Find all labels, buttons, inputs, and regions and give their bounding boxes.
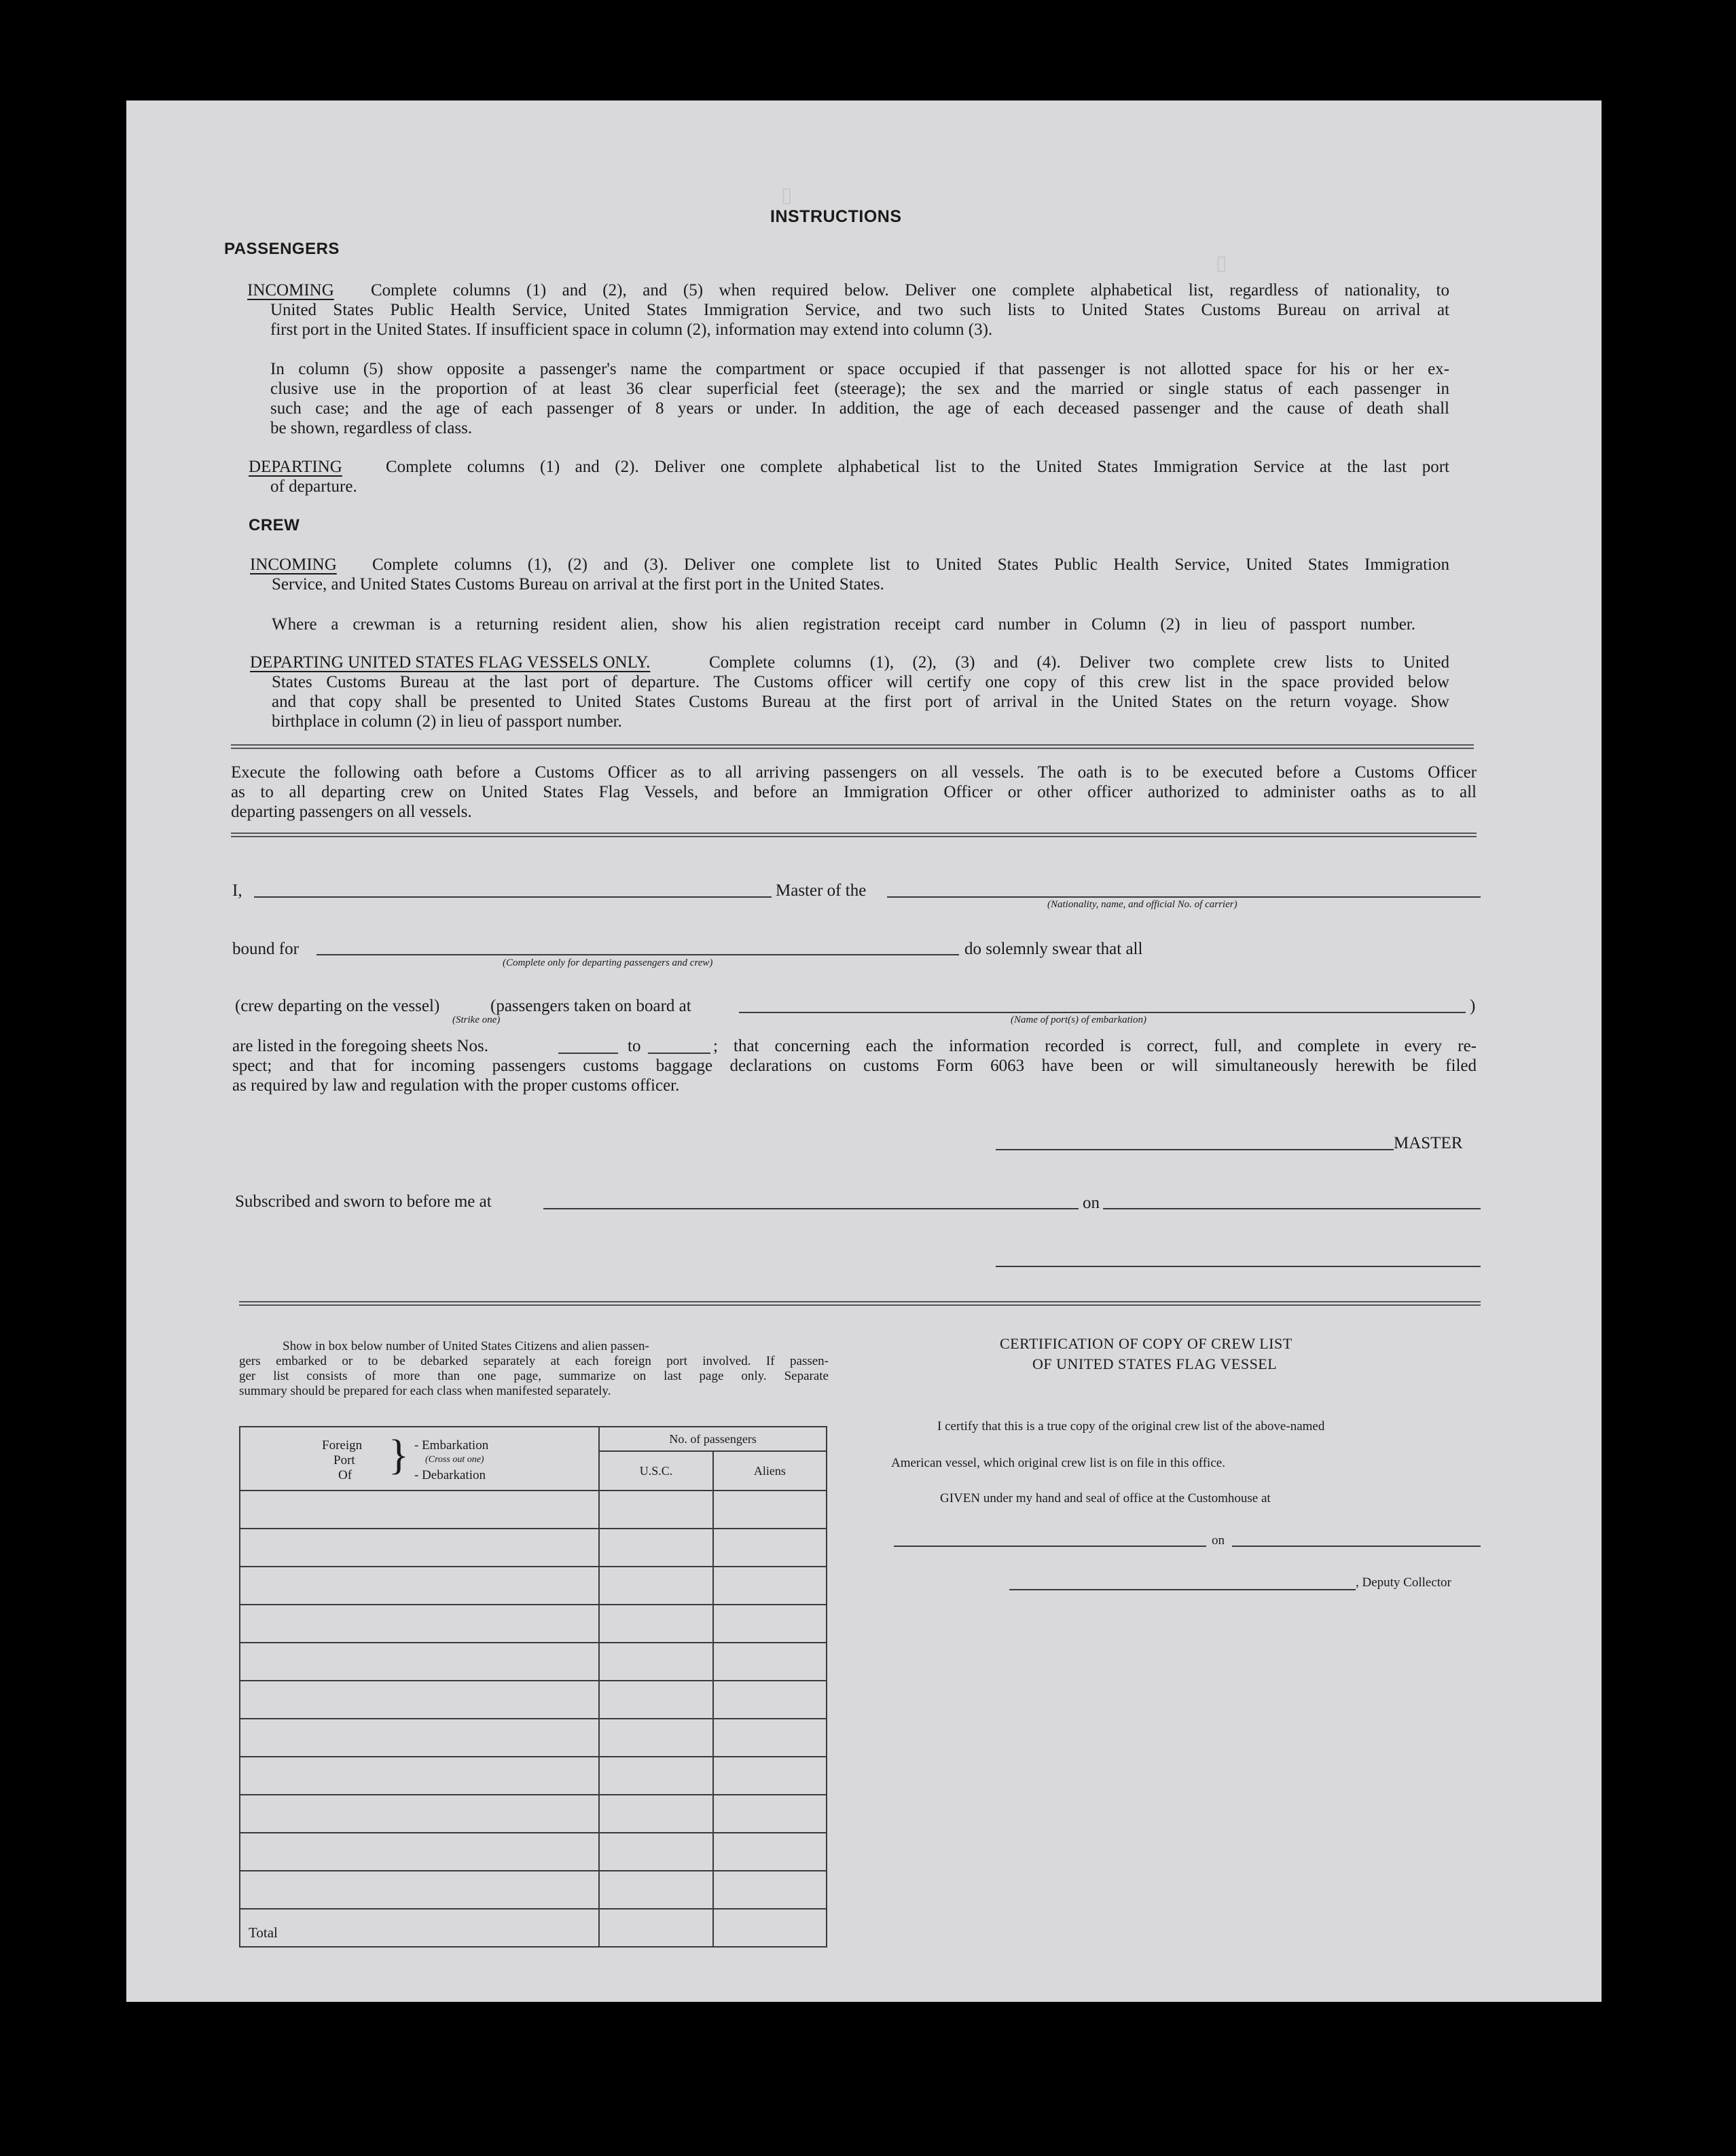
of-label: Of	[338, 1468, 352, 1482]
port-cell[interactable]	[240, 1833, 599, 1871]
departing-flag-line-1: Complete columns (1), (2), (3) and (4). Deliver two complete crew lists to United	[709, 653, 1449, 672]
certify-line-1: I certify that this is a true copy of the original crew list of the above-named	[937, 1419, 1325, 1433]
sworn-place-field[interactable]	[543, 1208, 1079, 1209]
aliens-cell[interactable]	[713, 1643, 827, 1681]
total-label: Total	[240, 1909, 599, 1947]
given-line: GIVEN under my hand and seal of office at the Customhouse at	[940, 1491, 1271, 1505]
passengers-heading: PASSENGERS	[224, 240, 340, 258]
bleed-through-mark: ▯	[1216, 252, 1227, 274]
crew-heading: CREW	[249, 516, 300, 534]
bound-for-caption: (Complete only for departing passengers and crew)	[503, 957, 713, 968]
table-row	[240, 1681, 827, 1719]
usc-cell[interactable]	[599, 1681, 712, 1719]
table-row	[240, 1757, 827, 1795]
aliens-cell[interactable]	[713, 1795, 827, 1833]
usc-cell[interactable]	[599, 1833, 712, 1871]
section-divider	[231, 833, 1477, 837]
port-label: Port	[333, 1453, 355, 1467]
strike-caption: (Strike one)	[452, 1015, 501, 1025]
total-row	[240, 1909, 827, 1947]
column5-line-3: such case; and the age of each passenger of 8 years or under. In addition, the age of each deceased passenger and the cause of death shall	[270, 399, 1449, 418]
carrier-caption: (Nationality, name, and official No. of carrier)	[1047, 899, 1237, 910]
ports-summary-table	[239, 1426, 827, 1948]
embarkation-label: - Embarkation	[414, 1438, 489, 1452]
port-cell[interactable]	[240, 1567, 599, 1605]
port-cell[interactable]	[240, 1681, 599, 1719]
table-row	[240, 1529, 827, 1567]
certification-title-line-1: CERTIFICATION OF COPY OF CREW LIST	[1000, 1335, 1292, 1352]
certification-on-label: on	[1212, 1533, 1225, 1548]
listed-line-2: spect; and that for incoming passengers customs baggage declarations on customs Form 6063 have been or will simultaneously herewith be filed	[232, 1057, 1477, 1075]
table-row	[240, 1643, 827, 1681]
table-row	[240, 1795, 827, 1833]
aliens-cell[interactable]	[713, 1529, 827, 1567]
crew-incoming-line-2: Service, and United States Customs Bureau on arrival at the first port in the United States.	[272, 575, 884, 593]
usc-cell[interactable]	[599, 1871, 712, 1909]
port-cell[interactable]	[240, 1491, 599, 1529]
table-row	[240, 1605, 827, 1643]
table-row	[240, 1719, 827, 1757]
aliens-total-cell[interactable]	[713, 1909, 827, 1947]
departing-flag-line-2: States Customs Bureau at the last port of departure. The Customs officer will certify one copy of this crew list in the space provided below	[272, 673, 1449, 691]
listed-line-1-rest: ; that concerning each the information recorded is correct, full, and complete in every re-	[713, 1037, 1477, 1055]
usc-cell[interactable]	[599, 1795, 712, 1833]
port-cell[interactable]	[240, 1871, 599, 1909]
aliens-cell[interactable]	[713, 1681, 827, 1719]
deputy-collector-label: , Deputy Collector	[1356, 1575, 1451, 1590]
ports-caption: (Name of port(s) of embarkation)	[1011, 1015, 1146, 1025]
departing-flag-label: DEPARTING UNITED STATES FLAG VESSELS ONLY.	[250, 653, 651, 672]
certification-date-field[interactable]	[1232, 1546, 1481, 1547]
oath-intro-line-2: as to all departing crew on United States Flag Vessels, and before an Immigration Officer or other officer authorized to administer oaths as to all	[231, 783, 1477, 801]
bleed-through-mark: ▯	[781, 184, 793, 206]
departing-flag-line-3: and that copy shall be presented to United States Customs Bureau at the first port of arrival in the United States on the return voyage. Show	[272, 693, 1449, 711]
master-label: MASTER	[1394, 1134, 1463, 1152]
sheet-from-field[interactable]	[558, 1053, 618, 1054]
deputy-collector-field[interactable]	[1009, 1589, 1356, 1590]
column5-line-4: be shown, regardless of class.	[270, 419, 473, 437]
port-cell[interactable]	[240, 1643, 599, 1681]
usc-header: U.S.C.	[599, 1451, 712, 1491]
passengers-taken-option: (passengers taken on board at	[490, 997, 691, 1015]
subscribed-label: Subscribed and sworn to before me at	[235, 1192, 492, 1211]
incoming-line-3: first port in the United States. If insufficient space in column (2), information may extend into column (3).	[270, 321, 993, 339]
departing-label: DEPARTING	[249, 458, 342, 476]
section-divider	[239, 1301, 1481, 1306]
aliens-cell[interactable]	[713, 1833, 827, 1871]
incoming-line-1: Complete columns (1) and (2), and (5) when required below. Deliver one complete alphabetical list, regardless of nationality, to	[371, 281, 1449, 299]
table-row	[240, 1491, 827, 1529]
usc-cell[interactable]	[599, 1605, 712, 1643]
usc-cell[interactable]	[599, 1529, 712, 1567]
cross-out-caption: (Cross out one)	[425, 1455, 484, 1465]
column5-line-2: clusive use in the proportion of at least 36 clear superficial feet (steerage); the sex and the married or single status of each passenger in	[270, 380, 1449, 398]
summary-note-line-4: summary should be prepared for each class when manifested separately.	[239, 1384, 611, 1398]
crew-incoming-line-1: Complete columns (1), (2) and (3). Deliver one complete list to United States Public Health Service, United States Immigration	[372, 555, 1449, 574]
oath-intro-line-1: Execute the following oath before a Customs Officer as to all arriving passengers on all vessels. The oath is to be executed before a Customs Officer	[231, 763, 1477, 782]
embarkation-ports-field[interactable]	[739, 1012, 1466, 1013]
listed-label: are listed in the foregoing sheets Nos.	[232, 1037, 488, 1055]
customhouse-field[interactable]	[894, 1546, 1206, 1547]
usc-cell[interactable]	[599, 1643, 712, 1681]
oath-intro-line-3: departing passengers on all vessels.	[231, 803, 472, 821]
usc-cell[interactable]	[599, 1491, 712, 1529]
sworn-date-field[interactable]	[1103, 1208, 1481, 1209]
certify-line-2: American vessel, which original crew list is on file in this office.	[891, 1456, 1225, 1470]
to-label: to	[628, 1037, 641, 1055]
close-paren: )	[1470, 997, 1476, 1015]
no-of-passengers-header: No. of passengers	[599, 1427, 827, 1451]
summary-note-line-2: gers embarked or to be debarked separately at each foreign port involved. If passen-	[239, 1354, 829, 1368]
swear-label: do solemnly swear that all	[964, 940, 1143, 958]
sworn-on-label: on	[1083, 1194, 1100, 1212]
port-cell[interactable]	[240, 1529, 599, 1567]
aliens-cell[interactable]	[713, 1605, 827, 1643]
port-cell[interactable]	[240, 1719, 599, 1757]
port-cell[interactable]	[240, 1757, 599, 1795]
carrier-field[interactable]	[887, 896, 1481, 898]
usc-total-cell[interactable]	[599, 1909, 712, 1947]
aliens-cell[interactable]	[713, 1871, 827, 1909]
departing-line-1: Complete columns (1) and (2). Deliver one complete alphabetical list to the United States Immigration Service at the last port	[386, 458, 1449, 476]
table-row	[240, 1833, 827, 1871]
i-label: I,	[232, 881, 242, 900]
aliens-header: Aliens	[713, 1451, 827, 1491]
aliens-cell[interactable]	[713, 1567, 827, 1605]
crew-incoming-label: INCOMING	[250, 555, 337, 574]
usc-cell[interactable]	[599, 1757, 712, 1795]
column5-line-1: In column (5) show opposite a passenger's name the compartment or space occupied if that passenger is not allotted space for his or her ex-	[270, 360, 1449, 378]
table-row	[240, 1871, 827, 1909]
summary-note-line-1: Show in box below number of United States Citizens and alien passen-	[283, 1339, 649, 1353]
crew-departing-option: (crew departing on the vessel)	[235, 997, 440, 1015]
listed-line-3: as required by law and regulation with the proper customs officer.	[232, 1076, 680, 1095]
instructions-title: INSTRUCTIONS	[770, 207, 902, 226]
bound-for-field[interactable]	[317, 954, 959, 955]
usc-cell[interactable]	[599, 1567, 712, 1605]
master-signature-field[interactable]	[996, 1149, 1394, 1150]
departing-line-2: of departure.	[270, 477, 357, 496]
aliens-cell[interactable]	[713, 1491, 827, 1529]
usc-cell[interactable]	[599, 1719, 712, 1757]
foreign-label: Foreign	[322, 1438, 363, 1452]
officer-signature-field[interactable]	[996, 1266, 1481, 1267]
debarkation-label: - Debarkation	[414, 1468, 486, 1482]
port-header-cell	[240, 1427, 599, 1491]
incoming-label: INCOMING	[247, 281, 334, 299]
port-cell[interactable]	[240, 1605, 599, 1643]
bound-for-label: bound for	[232, 940, 299, 958]
sheet-to-field[interactable]	[648, 1053, 710, 1054]
table-row	[240, 1567, 827, 1605]
summary-note-line-3: ger list consists of more than one page, summarize on last page only. Separate	[239, 1369, 829, 1383]
crewman-line: Where a crewman is a returning resident alien, show his alien registration receipt card number in Column (2) in lieu of passport number.	[272, 615, 1415, 634]
port-cell[interactable]	[240, 1795, 599, 1833]
brace-icon: }	[388, 1432, 409, 1478]
master-name-field[interactable]	[254, 896, 772, 898]
aliens-cell[interactable]	[713, 1719, 827, 1757]
departing-flag-line-4: birthplace in column (2) in lieu of passport number.	[272, 712, 622, 731]
aliens-cell[interactable]	[713, 1757, 827, 1795]
master-of-label: Master of the	[776, 881, 867, 900]
certification-title-line-2: OF UNITED STATES FLAG VESSEL	[1032, 1355, 1278, 1372]
section-divider	[231, 744, 1474, 749]
incoming-line-2: United States Public Health Service, United States Immigration Service, and two such lists to United States Customs Bureau on arrival at	[270, 301, 1449, 319]
